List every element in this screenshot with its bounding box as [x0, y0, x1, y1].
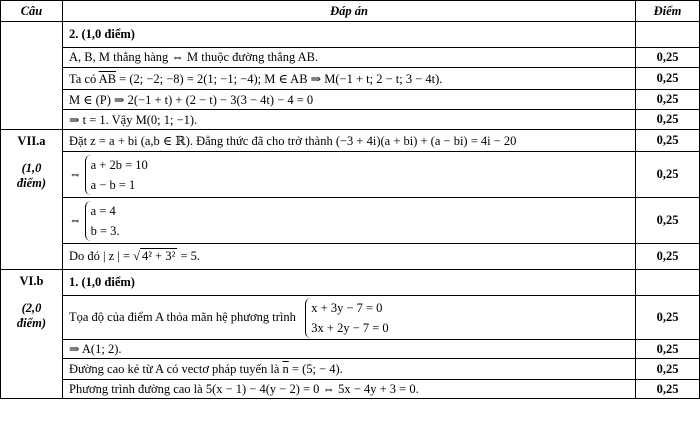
answer-line: ⇒ A(1; 2).: [63, 340, 636, 359]
answer-line: ⇒ t = 1. Vậy M(0; 1; −1).: [63, 110, 636, 130]
answer-system: ⇔ a + 2b = 10 a − b = 1: [63, 152, 636, 198]
question-code: VI.b: [19, 274, 44, 288]
equation-system: x + 3y − 7 = 0 3x + 2y − 7 = 0: [305, 298, 388, 338]
score-cell-empty: [636, 22, 700, 48]
score-cell: 0,25: [636, 198, 700, 244]
header-points: Điểm: [636, 1, 700, 22]
score-cell: 0,25: [636, 48, 700, 68]
question-code: VII.a: [17, 134, 46, 148]
answer-line: Đường cao kẻ từ A có vectơ pháp tuyến là $\overline{n} = (5$; − 4).: [63, 359, 636, 380]
answer-system: Tọa độ của điểm A thỏa mãn hệ phương trình x + 3y − 7 = 0 3x + 2y − 7 = 0: [63, 296, 636, 340]
question-cell: [1, 130, 63, 270]
score-cell: 0,25: [636, 68, 700, 90]
score-cell: 0,25: [636, 244, 700, 270]
answer-line: M ∈ (P) ⇒ 2(−1 + t) + (2 − t) − 3(3 − 4t) − 4 = 0: [63, 90, 636, 110]
header-answer: Đáp án: [63, 1, 636, 22]
score-cell: 0,25: [636, 90, 700, 110]
answer-system: ⇔ a = 4 b = 3.: [63, 198, 636, 244]
question-points: (1,0 điểm): [16, 161, 47, 190]
header-question: Câu: [1, 1, 63, 22]
answer-line: Do đó | z | = √ 4² + 3² = 5.: [63, 244, 636, 270]
score-cell: 0,25: [636, 359, 700, 380]
vector-n: $\overline{n}$: [282, 361, 289, 376]
vector-ab: $\overline{AB}$: [98, 71, 117, 86]
answer-line: A, B, M thẳng hàng ⇔ M thuộc đường thẳng AB.: [63, 48, 636, 68]
equation-system: a + 2b = 10 a − b = 1: [85, 155, 148, 195]
score-cell-empty: [636, 270, 700, 296]
score-cell: 0,25: [636, 110, 700, 130]
score-cell: 0,25: [636, 296, 700, 340]
question-cell-empty: [1, 22, 63, 130]
part-heading: 2. (1,0 điểm): [63, 22, 636, 48]
question-cell: [1, 270, 63, 399]
score-cell: 0,25: [636, 130, 700, 152]
sqrt-expression: 4² + 3²: [142, 249, 176, 263]
answer-line: Ta có $\overline{AB} = (2$; −2; −8) = 2(1; −1; −4); M ∈ AB ⇒ M(−1 + t; 2 − t; 3 − 4t).: [63, 68, 636, 90]
answer-line: Đặt z = a + bi (a,b ∈ ℝ). Đẳng thức đã cho trở thành (−3 + 4i)(a + bi) + (a − bi) = 4i − 20: [63, 130, 636, 152]
part-heading: 1. (1,0 điểm): [63, 270, 636, 296]
score-cell: 0,25: [636, 152, 700, 198]
score-cell: 0,25: [636, 340, 700, 359]
header-row: [1, 1, 700, 22]
question-points: (2,0 điểm): [16, 301, 47, 330]
score-cell: 0,25: [636, 380, 700, 399]
equation-system: a = 4 b = 3.: [85, 201, 120, 241]
answer-line: Phương trình đường cao là 5(x − 1) − 4(y − 2) = 0 ⇔ 5x − 4y + 3 = 0.: [63, 380, 636, 399]
